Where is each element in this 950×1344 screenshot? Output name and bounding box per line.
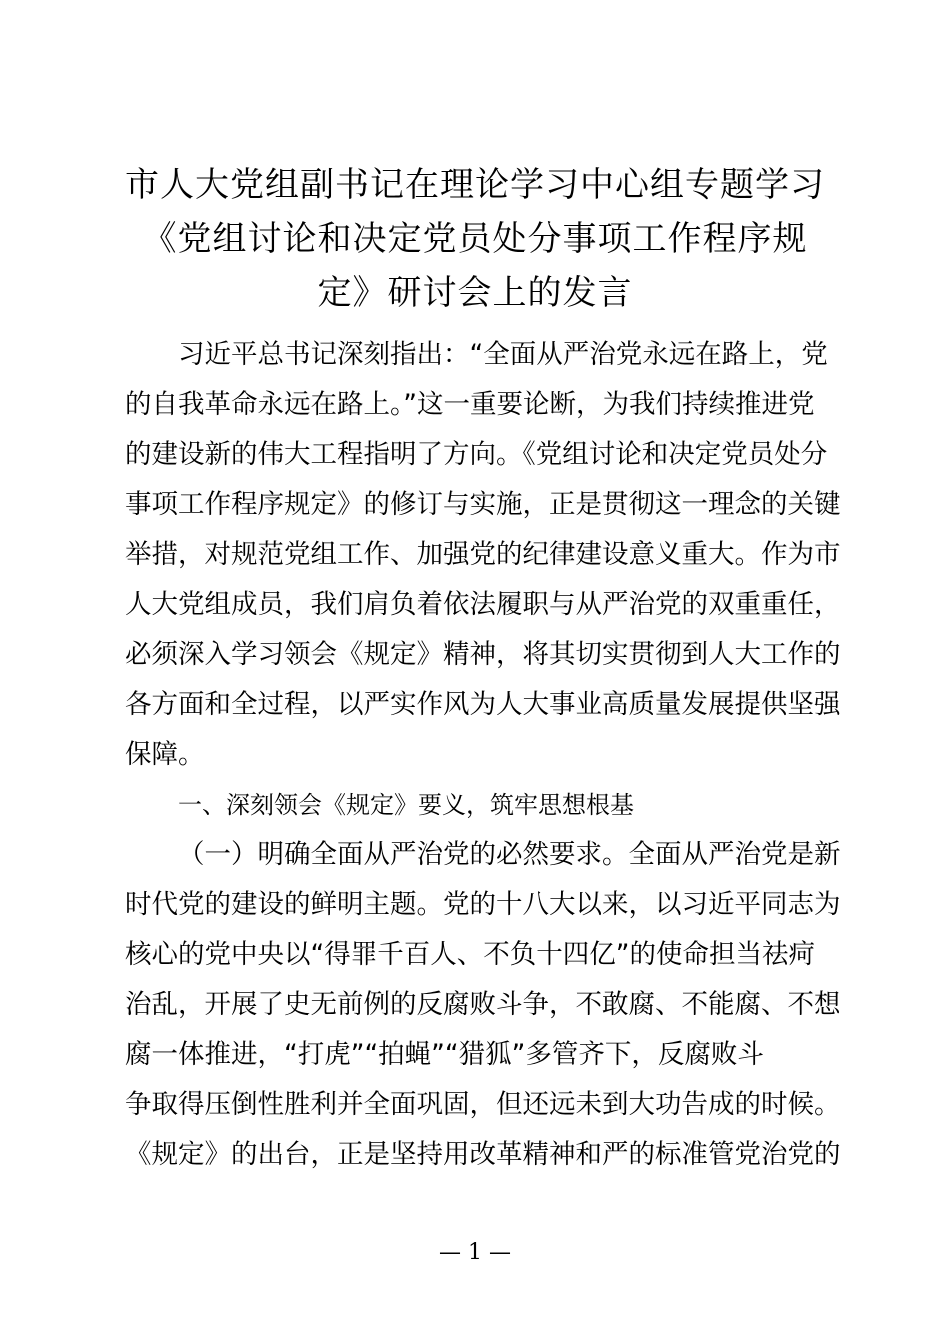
paragraph-line: 时代党的建设的鲜明主题。党的十八大以来，以习近平同志为 bbox=[125, 889, 841, 920]
paragraph-line: 事项工作程序规定》的修订与实施，正是贯彻这一理念的关键 bbox=[125, 489, 841, 520]
paragraph-line: 争取得压倒性胜利并全面巩固，但还远未到大功告成的时候。 bbox=[125, 1089, 841, 1120]
intro-paragraph bbox=[125, 330, 841, 780]
paragraph-line: 治乱，开展了史无前例的反腐败斗争，不敢腐、不能腐、不想 bbox=[125, 989, 841, 1020]
title-line: 定》研讨会上的发言 bbox=[317, 273, 633, 313]
paragraph-line: 人大党组成员，我们肩负着依法履职与从严治党的双重重任， bbox=[125, 589, 841, 620]
paragraph-line: 的建设新的伟大工程指明了方向。《党组讨论和决定党员处分 bbox=[125, 439, 828, 470]
paragraph-line: 必须深入学习领会《规定》精神，将其切实贯彻到人大工作的 bbox=[125, 639, 841, 670]
title-line: 《党组讨论和决定党员处分事项工作程序规 bbox=[142, 219, 808, 259]
section-heading bbox=[125, 780, 835, 830]
paragraph-line: 保障。 bbox=[125, 739, 205, 770]
paragraph-line: 习近平总书记深刻指出：“全面从严治党永远在路上，党 bbox=[178, 339, 828, 370]
paragraph-line: 举措，对规范党组工作、加强党的纪律建设意义重大。作为市 bbox=[125, 539, 841, 570]
paragraph-line: 各方面和全过程，以严实作风为人大事业高质量发展提供坚强 bbox=[125, 689, 841, 720]
document-body bbox=[125, 330, 841, 1180]
paragraph-line: 的自我革命永远在路上。”这一重要论断，为我们持续推进党 bbox=[125, 389, 815, 420]
title-line: 市人大党组副书记在理论学习中心组专题学习 bbox=[125, 165, 825, 205]
paragraph-line: （一）明确全面从严治党的必然要求。全面从严治党是新 bbox=[178, 839, 841, 870]
document-title bbox=[110, 158, 840, 320]
section-heading-text: 一、深刻领会《规定》要义，筑牢思想根基 bbox=[178, 791, 634, 819]
paragraph-line: 《规定》的出台，正是坚持用改革精神和严的标准管党治党的 bbox=[125, 1139, 841, 1170]
paragraph-line: 核心的党中央以“得罪千百人、不负十四亿”的使命担当祛疴 bbox=[125, 939, 815, 970]
paragraph-line: 腐一体推进，“打虎”“拍蝇”“猎狐”多管齐下，反腐败斗 bbox=[125, 1039, 764, 1070]
subsection-paragraph bbox=[125, 830, 841, 1180]
page-number: — 1 — bbox=[439, 1240, 511, 1265]
